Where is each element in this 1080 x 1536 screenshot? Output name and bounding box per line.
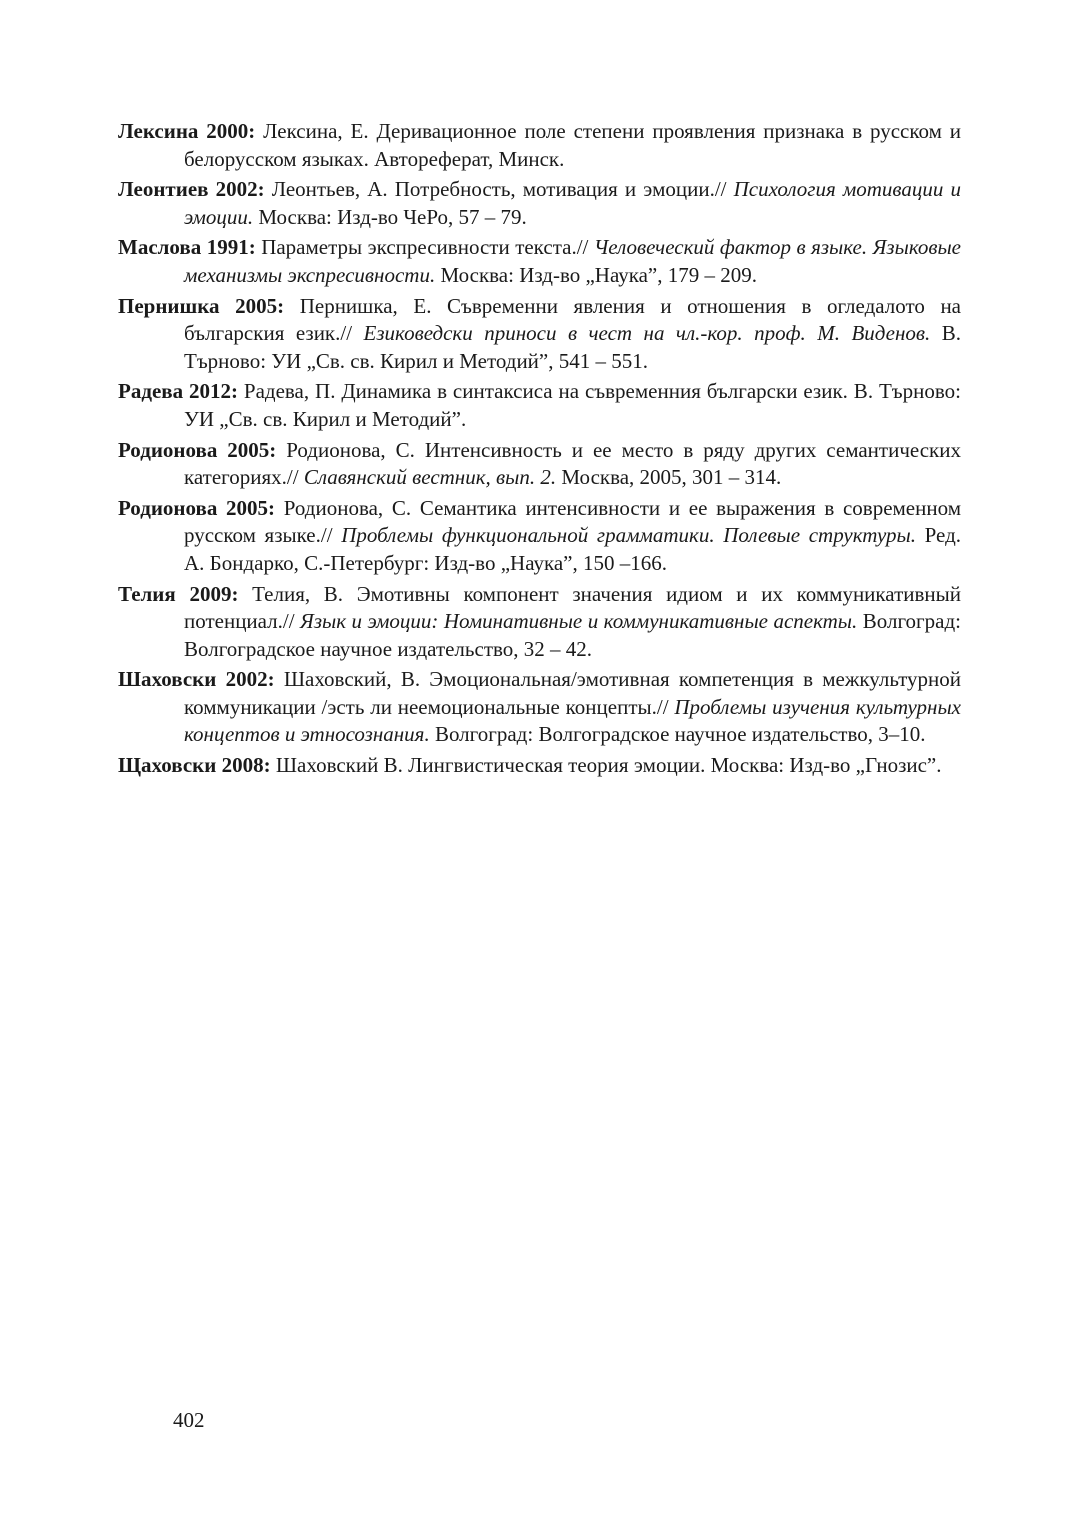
reference-key: Телия 2009:: [118, 581, 239, 606]
reference-title: Психология мотивации и эмоции.: [184, 177, 961, 229]
reference-entry: [118, 666, 961, 749]
reference-title: Проблемы функциональной грамматики. Полевые структуры.: [341, 523, 916, 548]
reference-list: [118, 118, 961, 783]
reference-entry: [118, 752, 961, 780]
reference-title: Славянский вестник, вып. 2.: [303, 465, 557, 490]
reference-title: Язык и эмоции: Номинативные и коммуникативные аспекты.: [300, 609, 858, 634]
reference-text: Шаховский, В. Эмоциональная/эмотивная компетенция в межкультурной коммуникации /эсть ли неемоциональные концепты.//: [184, 667, 961, 719]
reference-text: Родионова, С. Интенсивность и ее место в ряду других семантических категориях.//: [184, 437, 961, 490]
reference-key: Леонтиев 2002:: [118, 177, 265, 202]
reference-text: Параметры экспресивности текста.//: [255, 235, 594, 260]
reference-entry: [118, 437, 961, 492]
reference-text: Шаховский В. Лингвистическая теория эмоции. Москва: Изд-во „Гнозис”.: [270, 753, 942, 778]
reference-text: Родионова, С. Семантика интенсивности и ее выражения в современном русском языке.//: [184, 495, 961, 548]
reference-publisher: Ред. А. Бондарко, С.-Петербург: Изд-во „Наука”, 150 –166.: [184, 523, 962, 575]
reference-key: Радева 2012:: [118, 379, 239, 404]
reference-title: Езиковедски приноси в чест на чл.-кор. проф. М. Виденов.: [363, 321, 931, 346]
reference-key: Маслова 1991:: [118, 235, 256, 260]
reference-publisher: Москва: Изд-во „Наука”, 179 – 209.: [435, 262, 757, 287]
reference-publisher: Волгоград: Волгоградское научное издательство, 32 – 42.: [184, 609, 961, 661]
reference-entry: [118, 118, 961, 173]
reference-key: Щаховски 2008:: [118, 753, 271, 778]
reference-text: Радева, П. Динамика в синтаксиса на съвременния български език. В. Търново: УИ „Св. св. Кирил и Методий”.: [184, 379, 961, 431]
reference-title: Человеческий фактор в языке. Языковые механизмы экспресивности.: [184, 235, 961, 287]
reference-entry: [118, 378, 961, 433]
reference-text: Пернишка, Е. Съвременни явления и отношения в огледалото на българския език.//: [184, 293, 961, 346]
reference-key: Родионова 2005:: [118, 437, 277, 462]
reference-entry: [118, 581, 961, 664]
reference-entry: [118, 293, 961, 376]
reference-text: Лексина, Е. Деривационное поле степени проявления признака в русском и белорусском языках. Автореферат, Минск.: [184, 119, 961, 171]
reference-publisher: Волгоград: Волгоградское научное издательство, 3–10.: [429, 722, 926, 747]
reference-publisher: В. Търново: УИ „Св. св. Кирил и Методий”, 541 – 551.: [184, 321, 961, 373]
reference-key: Шаховски 2002:: [118, 667, 275, 692]
reference-key: Родионова 2005:: [118, 495, 276, 520]
reference-entry: [118, 495, 961, 578]
reference-key: Лексина 2000:: [118, 119, 256, 143]
reference-publisher: Москва, 2005, 301 – 314.: [556, 465, 782, 490]
page-number: 402: [173, 1408, 205, 1432]
reference-entry: [118, 234, 961, 289]
reference-title: Проблемы изучения культурных концептов и этносознания.: [184, 694, 961, 747]
reference-text: Телия, В. Эмотивны компонент значения идиом и их коммуникативный потенциал.//: [184, 581, 961, 634]
reference-key: Пернишка 2005:: [118, 293, 285, 318]
reference-text: Леонтьев, А. Потребность, мотивация и эмоции.//: [264, 177, 734, 202]
reference-entry: [118, 176, 961, 231]
reference-publisher: Москва: Изд-во ЧеРо, 57 – 79.: [253, 204, 527, 229]
